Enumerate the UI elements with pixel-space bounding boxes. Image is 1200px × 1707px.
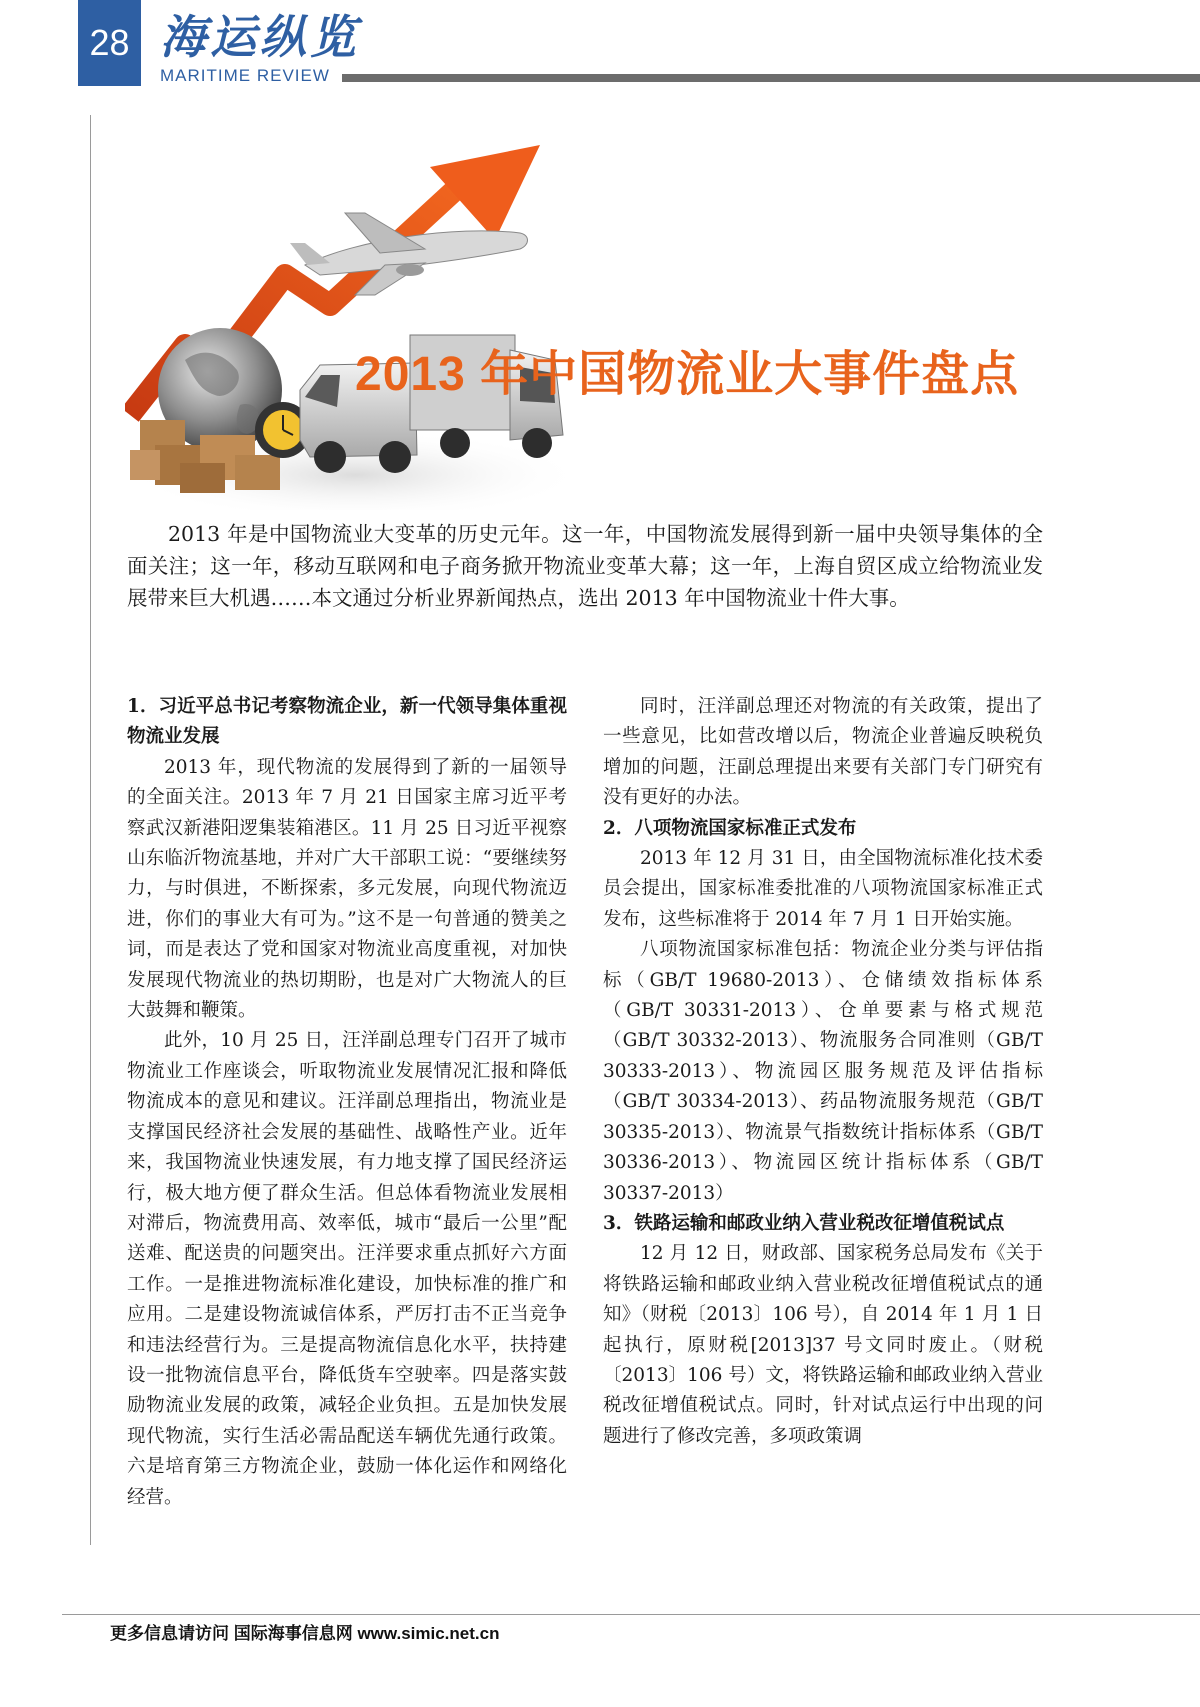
left-column	[127, 692, 567, 1513]
body-paragraph: 八项物流国家标准包括：物流企业分类与评估指标（GB/T 19680-2013）、仓储绩效指标体系（GB/T 30331-2013）、仓单要素与格式规范（GB/T 30332-2013）、物流服务合同准则（GB/T 30333-2013）、物流园区服务规范及评估指标（GB/T 30334-2013）、药品物流服务规范（GB/T 30335-2013）、物流景气指数统计指标体系（GB/T 30336-2013）、物流园区统计指标体系（GB/T 30337-2013）	[603, 939, 1043, 1204]
footer-text: 更多信息请访问 国际海事信息网 www.simic.net.cn	[110, 1624, 500, 1643]
body-paragraph: 此外，10 月 25 日，汪洋副总理专门召开了城市物流业工作座谈会，听取物流业发展情况汇报和降低物流成本的意见和建议。汪洋副总理指出，物流业是支撑国民经济社会发展的基础性、战略性产业。近年来，我国物流业快速发展，有力地支撑了国民经济运行，极大地方便了群众生活。但总体看物流业发展相对滞后，物流费用高、效率低，城市“最后一公里”配送难、配送贵的问题突出。汪洋要求重点抓好六方面工作。一是推进物流标准化建设，加快标准的推广和应用。二是建设物流诚信体系，严厉打击不正当竞争和违法经营行为。三是提高物流信息化水平，扶持建设一批物流信息平台，降低货车空驶率。四是落实鼓励物流业发展的政策，减轻企业负担。五是加快发展现代物流，实行生活必需品配送车辆优先通行政策。六是培育第三方物流企业，鼓励一体化运作和网络化经营。	[127, 1030, 567, 1508]
section-heading: 2．八项物流国家标准正式发布	[603, 817, 857, 839]
header-rule	[342, 74, 1200, 82]
section-heading: 1．习近平总书记考察物流企业，新一代领导集体重视物流业发展	[127, 696, 567, 748]
body-paragraph: 2013 年，现代物流的发展得到了新的一届领导的全面关注。2013 年 7 月 21 日国家主席习近平考察武汉新港阳逻集装箱港区。11 月 25 日习近平视察山东临沂物流基地，并对广大干部职工说：“要继续努力，与时俱进，不断探索，多元发展，向现代物流迈进，你们的事业大有可为。”这不是一句普通的赞美之词，而是表达了党和国家对物流业高度重视，对加快发展现代物流业的热切期盼，也是对广大物流人的巨大鼓舞和鞭策。	[127, 756, 567, 1022]
footer-rule	[62, 1614, 1200, 1615]
hero-illustration	[125, 145, 585, 510]
right-column	[603, 692, 1043, 1452]
article-title: 2013 年中国物流业大事件盘点	[355, 348, 1020, 401]
body-paragraph: 12 月 12 日，财政部、国家税务总局发布《关于将铁路运输和邮政业纳入营业税改征增值税试点的通知》（财税〔2013〕106 号），自 2014 年 1 月 1 日起执行，原财税[2013]37 号文同时废止。（财税〔2013〕106 号）文，将铁路运输和邮政业纳入营业税改征增值税试点。同时，针对试点运行中出现的问题进行了修改完善，多项政策调	[603, 1243, 1043, 1447]
left-margin-rule	[90, 115, 91, 1545]
article-intro	[127, 518, 1043, 614]
body-paragraph: 2013 年 12 月 31 日，由全国物流标准化技术委员会提出，国家标准委批准的八项物流国家标准正式发布，这些标准将于 2014 年 7 月 1 日开始实施。	[603, 848, 1043, 930]
section-heading: 3．铁路运输和邮政业纳入营业税改征增值税试点	[603, 1212, 1005, 1234]
body-paragraph: 同时，汪洋副总理还对物流的有关政策，提出了一些意见，比如营改增以后，物流企业普遍反映税负增加的问题，汪副总理提出来要有关部门专门研究有没有更好的办法。	[603, 696, 1043, 809]
intro-paragraph: 2013 年是中国物流业大变革的历史元年。这一年，中国物流发展得到新一届中央领导集体的全面关注；这一年，移动互联网和电子商务掀开物流业变革大幕；这一年，上海自贸区成立给物流业发展带来巨大机遇……本文通过分析业界新闻热点，选出 2013 年中国物流业十件大事。	[127, 522, 1043, 610]
page-number: 28	[78, 0, 141, 86]
magazine-title-cn: 海运纵览	[160, 10, 360, 64]
magazine-title-en: MARITIME REVIEW	[160, 66, 330, 85]
